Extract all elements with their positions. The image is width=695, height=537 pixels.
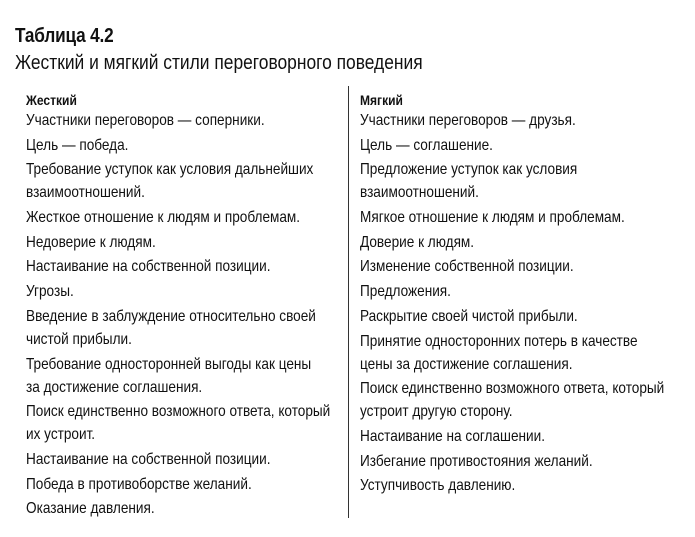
column-header-soft: Мягкий (360, 92, 403, 108)
list-item: Поиск единственно возможного ответа, который устроит другую сторону. (360, 380, 665, 421)
list-item: Требование односторонней выгоды как цены за достижение соглашения. (26, 355, 312, 396)
list-item: Принятие односторонних потерь в качестве цены за достижение соглашения. (360, 332, 638, 373)
table-number: Таблица 4.2 (15, 25, 114, 47)
list-item: Избегание противостояния желаний. (360, 452, 593, 470)
list-item: Угрозы. (26, 283, 74, 301)
list-item: Настаивание на собственной позиции. (26, 450, 271, 468)
column-soft (360, 92, 680, 499)
list-item: Недоверие к людям. (26, 233, 156, 251)
list-item: Настаивание на собственной позиции. (26, 258, 271, 276)
list-item: Настаивание на соглашении. (360, 427, 545, 445)
list-item: Предложение уступок как условия взаимоотношений. (360, 161, 578, 202)
column-divider (348, 86, 349, 518)
list-hard (26, 109, 344, 520)
column-hard (26, 92, 344, 522)
list-item: Жесткое отношение к людям и проблемам. (26, 209, 301, 227)
list-item: Изменение собственной позиции. (360, 258, 574, 276)
list-item: Доверие к людям. (360, 233, 475, 251)
list-item: Цель — победа. (26, 136, 129, 154)
list-item: Предложения. (360, 283, 451, 301)
list-item: Мягкое отношение к людям и проблемам. (360, 209, 625, 227)
table-title: Жесткий и мягкий стили переговорного поведения (15, 52, 423, 74)
column-header-hard: Жесткий (26, 92, 77, 108)
list-item: Участники переговоров — друзья. (360, 112, 576, 129)
list-item: Победа в противоборстве желаний. (26, 475, 252, 493)
list-item: Оказание давления. (26, 500, 155, 518)
list-item: Участники переговоров — соперники. (26, 112, 265, 129)
list-soft (360, 109, 680, 497)
list-item: Поиск единственно возможного ответа, который их устроит. (26, 403, 331, 444)
list-item: Введение в заблуждение относительно своей чистой прибыли. (26, 307, 316, 348)
list-item: Цель — соглашение. (360, 136, 493, 154)
list-item: Требование уступок как условия дальнейших взаимоотношений. (26, 161, 314, 202)
list-item: Раскрытие своей чистой прибыли. (360, 307, 578, 325)
list-item: Уступчивость давлению. (360, 477, 516, 495)
